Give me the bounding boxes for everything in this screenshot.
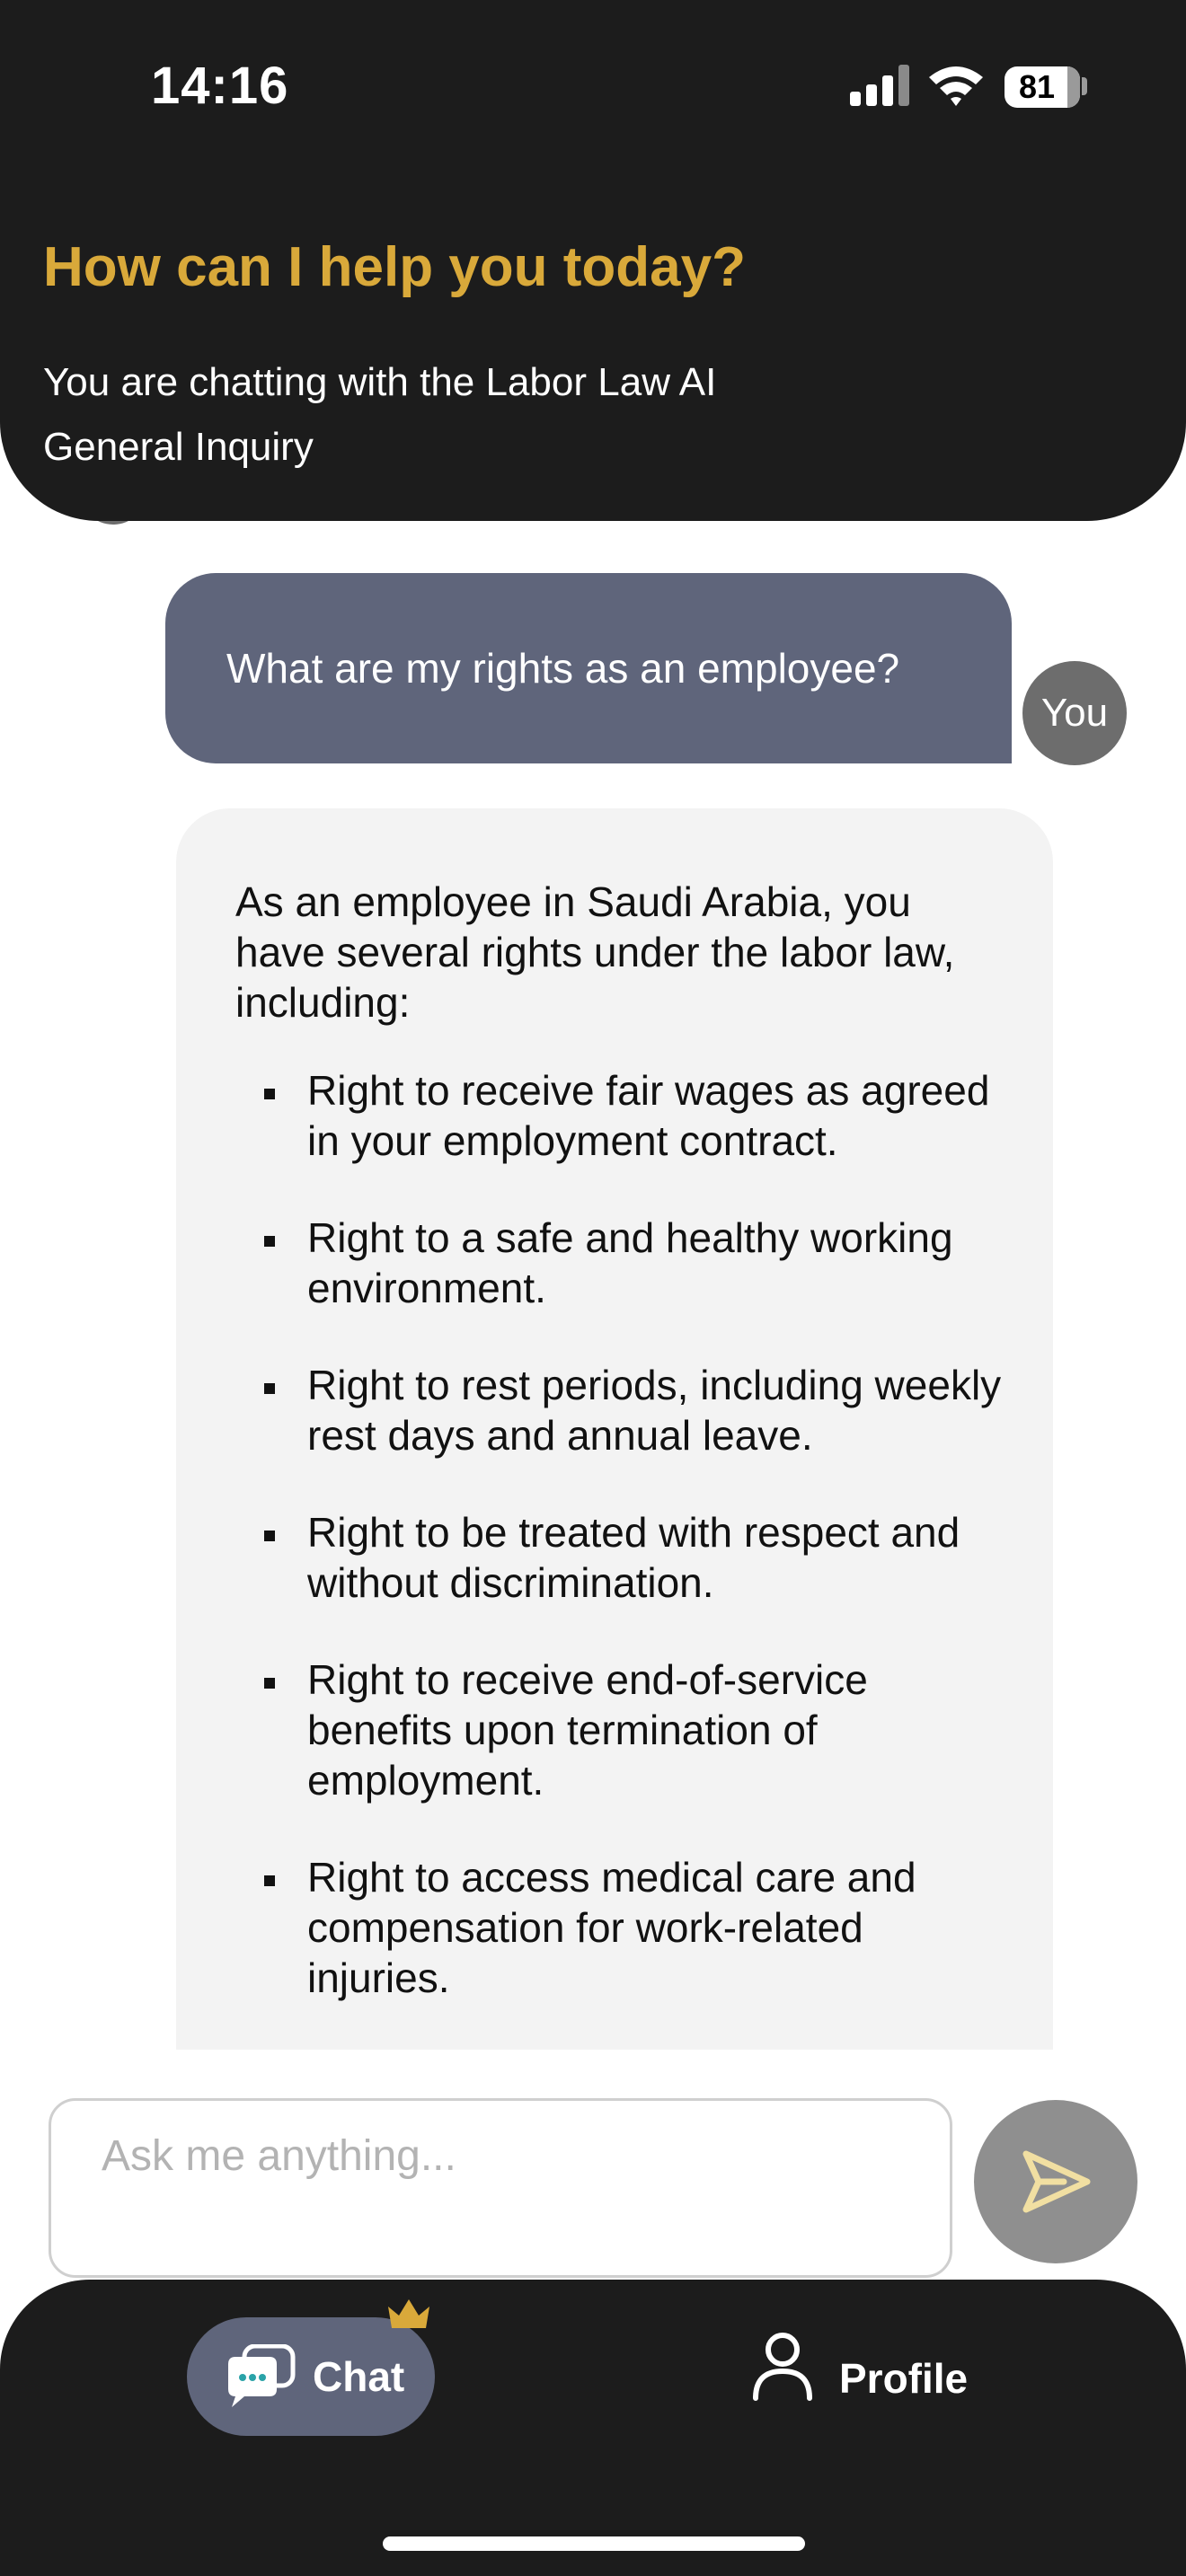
list-item: Right to access medical care and compensation for work-related injuries.	[235, 1852, 1008, 2003]
battery-level: 81	[1018, 68, 1056, 105]
bottom-nav	[0, 2280, 1186, 2576]
page-subtitle: You are chatting with the Labor Law AI General Inquiry	[43, 360, 717, 469]
cellular-signal-icon	[850, 65, 913, 106]
list-item: Right to rest periods, including weekly rest days and annual leave.	[235, 1360, 1008, 1460]
list-item: Right to a safe and healthy working environment.	[235, 1213, 1008, 1313]
user-avatar: You	[1022, 661, 1127, 765]
send-button[interactable]	[974, 2100, 1137, 2263]
chat-bubble-icon	[225, 2344, 296, 2413]
list-item: Right to be treated with respect and without discrimination.	[235, 1507, 1008, 1608]
tab-chat-label: Chat	[313, 2353, 405, 2400]
battery-tip	[1082, 77, 1087, 95]
page-title: How can I help you today?	[43, 236, 746, 298]
status-time: 14:16	[151, 57, 289, 115]
battery-indicator	[1005, 66, 1080, 108]
header	[0, 0, 1186, 521]
message-input[interactable]	[51, 2101, 950, 2275]
list-item: Right to receive fair wages as agreed in your employment contract.	[235, 1065, 1008, 1166]
bot-message-bubble	[176, 808, 1053, 2050]
person-icon	[751, 2330, 814, 2402]
home-indicator	[383, 2536, 805, 2551]
message-input-container	[49, 2098, 952, 2278]
tab-profile[interactable]	[751, 2325, 985, 2432]
list-item: Right to receive end-of-service benefits upon termination of employment.	[235, 1654, 1008, 1805]
bot-message-intro: As an employee in Saudi Arabia, you have several rights under the labor law, including:	[235, 878, 955, 1026]
crown-icon	[386, 2296, 431, 2332]
user-message-bubble: What are my rights as an employee?	[165, 573, 1012, 763]
wifi-icon	[927, 63, 985, 108]
tab-chat[interactable]	[187, 2317, 435, 2436]
send-icon	[1019, 2145, 1093, 2219]
bot-rights-list	[235, 1065, 1008, 2003]
tab-profile-label: Profile	[839, 2355, 969, 2402]
